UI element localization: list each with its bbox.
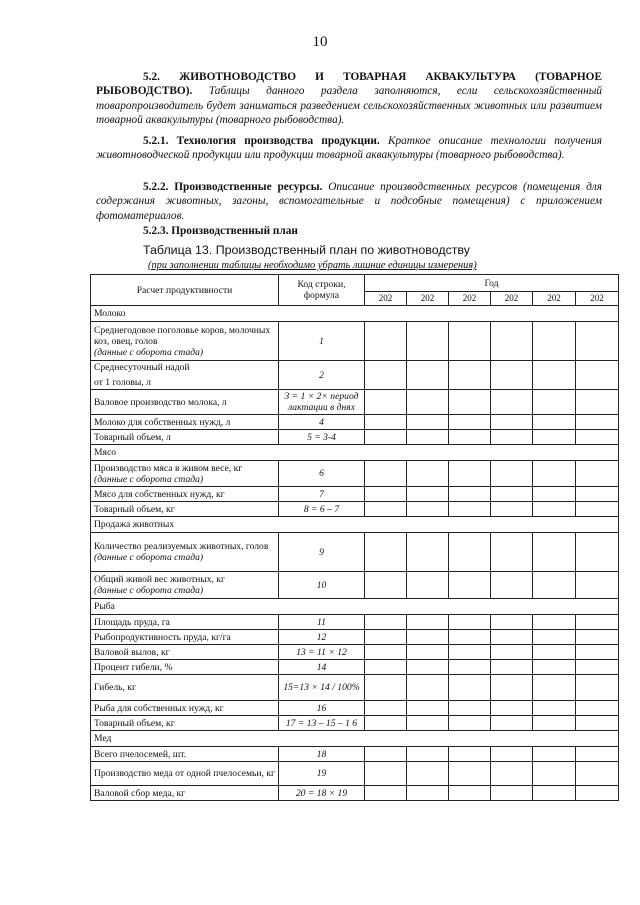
year-value-cell[interactable]: [533, 630, 576, 645]
param-label: Рыба для собственных нужд, кг: [94, 702, 224, 714]
year-value-cell[interactable]: [365, 533, 407, 572]
page-number: 10: [312, 34, 328, 50]
subsection-resources-text: Описание производственных ресурсов (помещения для содержания животных, загоны, вспомогательные и подсобные помещения) с приложением фотоматериалов.: [96, 181, 602, 222]
param-label: Среднесуточный надой: [94, 362, 190, 373]
table-row: [91, 572, 619, 599]
year-value-cell[interactable]: [491, 415, 533, 430]
year-value-cell[interactable]: [365, 630, 407, 645]
year-value-cell[interactable]: [491, 390, 533, 415]
year-value-cell[interactable]: [576, 461, 619, 487]
code-cell: 16: [279, 701, 365, 716]
year-value-cell[interactable]: [491, 747, 533, 762]
section-row: [91, 445, 619, 461]
param-source-note: (данные с оборота стада): [94, 346, 204, 358]
param-label: Товарный объем, кг: [94, 503, 175, 515]
year-value-cell[interactable]: [365, 762, 407, 786]
year-value-cell[interactable]: [449, 572, 491, 599]
year-value-cell[interactable]: [491, 762, 533, 786]
year-value-cell[interactable]: [533, 615, 576, 630]
param-label-continued: от 1 головы, л: [94, 377, 151, 388]
param-label: Валовой сбор меда, кг: [94, 787, 186, 799]
param-source-note: (данные с оборота стада): [94, 473, 204, 485]
table-row: [91, 390, 619, 415]
code-cell: 20 = 18 × 19: [279, 786, 365, 801]
table-row: [91, 361, 619, 390]
param-source-note: (данные с оборота стада): [94, 585, 204, 596]
year-value-cell[interactable]: [533, 487, 576, 502]
year-value-cell[interactable]: [576, 615, 619, 630]
year-value-cell[interactable]: [491, 675, 533, 701]
year-value-cell[interactable]: [576, 502, 619, 517]
header-code: Код строки, формула: [279, 275, 365, 306]
subsection-technology-heading: 5.2.1. Технология производства продукции.: [143, 135, 380, 147]
table-row: [91, 701, 619, 716]
section-row: [91, 517, 619, 533]
section-row: [91, 599, 619, 615]
year-value-cell[interactable]: [533, 502, 576, 517]
year-value-cell[interactable]: [533, 461, 576, 487]
table-row: [91, 660, 619, 675]
year-value-cell[interactable]: [491, 322, 533, 361]
table-row: [91, 630, 619, 645]
year-value-cell[interactable]: [576, 487, 619, 502]
code-cell: 3 = 1 × 2× период лактации в днях: [279, 390, 365, 415]
year-value-cell[interactable]: [576, 390, 619, 415]
year-value-cell[interactable]: [491, 786, 533, 801]
year-value-cell[interactable]: [576, 786, 619, 801]
table-row: [91, 430, 619, 445]
year-value-cell[interactable]: [365, 390, 407, 415]
year-value-cell[interactable]: [533, 533, 576, 572]
section-title: Молоко: [91, 306, 619, 322]
year-value-cell[interactable]: [533, 716, 576, 731]
year-value-cell[interactable]: [576, 572, 619, 599]
year-value-cell[interactable]: [449, 675, 491, 701]
header-year-cell: 202: [365, 292, 407, 306]
table-row: [91, 786, 619, 801]
param-cell: [91, 660, 279, 675]
param-cell: [91, 716, 279, 731]
param-cell: [91, 390, 279, 415]
year-value-cell[interactable]: [407, 762, 449, 786]
param-cell: [91, 502, 279, 517]
year-value-cell[interactable]: [533, 747, 576, 762]
param-label: Молоко для собственных нужд, л: [94, 416, 231, 428]
section-row: [91, 731, 619, 747]
section-title: Рыба: [91, 599, 619, 615]
year-value-cell[interactable]: [449, 701, 491, 716]
subsection-technology-text: Краткое описание технологии получения животноводческой продукции или продукции товарной аквакультуры (товарного рыбоводства).: [96, 135, 603, 162]
param-label: Валовое производство молока, л: [94, 396, 227, 408]
year-value-cell[interactable]: [576, 645, 619, 660]
year-value-cell[interactable]: [407, 533, 449, 572]
year-value-cell[interactable]: [449, 390, 491, 415]
year-value-cell[interactable]: [365, 747, 407, 762]
year-value-cell[interactable]: [407, 630, 449, 645]
year-value-cell[interactable]: [533, 430, 576, 445]
year-value-cell[interactable]: [576, 630, 619, 645]
code-cell: 11: [279, 615, 365, 630]
param-cell: [91, 615, 279, 630]
year-value-cell[interactable]: [576, 415, 619, 430]
year-value-cell[interactable]: [576, 322, 619, 361]
year-value-cell[interactable]: [449, 415, 491, 430]
param-cell: [91, 701, 279, 716]
param-label: Процент гибели, %: [94, 661, 173, 673]
param-cell: [91, 415, 279, 430]
year-value-cell[interactable]: [365, 645, 407, 660]
subsection-technology: [96, 134, 602, 163]
year-value-cell[interactable]: [365, 701, 407, 716]
section-title: Мясо: [91, 445, 619, 461]
year-value-cell[interactable]: [365, 675, 407, 701]
year-value-cell[interactable]: [449, 461, 491, 487]
code-cell: 4: [279, 415, 365, 430]
code-cell: 10: [279, 572, 365, 599]
year-value-cell[interactable]: [407, 361, 449, 390]
year-value-cell[interactable]: [365, 430, 407, 445]
year-value-cell[interactable]: [407, 645, 449, 660]
year-value-cell[interactable]: [407, 415, 449, 430]
year-value-cell[interactable]: [576, 747, 619, 762]
param-label: Количество реализуемых животных, голов: [94, 541, 269, 552]
param-cell: [91, 430, 279, 445]
code-cell: 14: [279, 660, 365, 675]
param-cell: [91, 487, 279, 502]
table-row: [91, 675, 619, 701]
table-row: [91, 615, 619, 630]
param-label: Товарный объем, л: [94, 431, 171, 443]
year-value-cell[interactable]: [576, 716, 619, 731]
param-cell: [91, 645, 279, 660]
param-cell: [91, 572, 279, 599]
code-cell: 12: [279, 630, 365, 645]
year-value-cell[interactable]: [533, 361, 576, 390]
header-year-cell: 202: [449, 292, 491, 306]
year-value-cell[interactable]: [365, 487, 407, 502]
year-value-cell[interactable]: [365, 361, 407, 390]
year-value-cell[interactable]: [365, 502, 407, 517]
year-value-cell[interactable]: [407, 322, 449, 361]
param-cell: [91, 675, 279, 701]
param-label: Валовой вылов, кг: [94, 646, 170, 658]
code-cell: 2: [279, 361, 365, 390]
year-value-cell[interactable]: [491, 361, 533, 390]
param-cell: [91, 786, 279, 801]
code-cell: 13 = 11 × 12: [279, 645, 365, 660]
year-value-cell[interactable]: [533, 572, 576, 599]
param-source-note: (данные с оборота стада): [94, 552, 204, 563]
table-row: [91, 716, 619, 731]
section-title: Мед: [91, 731, 619, 747]
year-value-cell[interactable]: [407, 615, 449, 630]
table-row: [91, 502, 619, 517]
table-row: [91, 322, 619, 361]
header-year-cell: 202: [491, 292, 533, 306]
table-row: [91, 747, 619, 762]
year-value-cell[interactable]: [491, 615, 533, 630]
code-cell: 8 = 6 – 7: [279, 502, 365, 517]
param-label: Производство меда от одной пчелосемьи, кг: [94, 768, 275, 779]
year-value-cell[interactable]: [533, 675, 576, 701]
year-value-cell[interactable]: [407, 701, 449, 716]
code-cell: 19: [279, 762, 365, 786]
header-year-cell: 202: [407, 292, 449, 306]
year-value-cell[interactable]: [449, 786, 491, 801]
year-value-cell[interactable]: [491, 533, 533, 572]
param-label: Производство мяса в живом весе, кг: [94, 462, 243, 474]
param-label: Гибель, кг: [94, 682, 136, 693]
year-value-cell[interactable]: [407, 487, 449, 502]
param-label: Рыбопродуктивность пруда, кг/га: [94, 631, 231, 643]
year-value-cell[interactable]: [407, 390, 449, 415]
year-value-cell[interactable]: [449, 660, 491, 675]
table-row: [91, 461, 619, 487]
year-value-cell[interactable]: [449, 645, 491, 660]
header-year: Год: [365, 275, 619, 292]
param-cell: [91, 461, 279, 487]
year-value-cell[interactable]: [449, 630, 491, 645]
year-value-cell[interactable]: [407, 430, 449, 445]
year-value-cell[interactable]: [365, 615, 407, 630]
year-value-cell[interactable]: [365, 322, 407, 361]
param-label: Общий живой вес животных, кг: [94, 574, 225, 585]
year-value-cell[interactable]: [533, 322, 576, 361]
year-value-cell[interactable]: [365, 415, 407, 430]
year-value-cell[interactable]: [449, 747, 491, 762]
header-calc: Расчет продуктивности: [91, 275, 279, 306]
year-value-cell[interactable]: [449, 361, 491, 390]
year-value-cell[interactable]: [365, 786, 407, 801]
year-value-cell[interactable]: [449, 533, 491, 572]
table-row: [91, 762, 619, 786]
param-cell: [91, 533, 279, 572]
year-value-cell[interactable]: [365, 660, 407, 675]
year-value-cell[interactable]: [449, 322, 491, 361]
year-value-cell[interactable]: [533, 645, 576, 660]
table-row: [91, 645, 619, 660]
code-cell: 15=13 × 14 / 100%: [279, 675, 365, 701]
param-cell: [91, 630, 279, 645]
year-value-cell[interactable]: [576, 660, 619, 675]
param-cell: [91, 361, 279, 390]
table-row: [91, 533, 619, 572]
year-value-cell[interactable]: [449, 615, 491, 630]
subsection-plan-heading: 5.2.3. Производственный план: [143, 225, 298, 237]
year-value-cell[interactable]: [407, 660, 449, 675]
code-cell: 9: [279, 533, 365, 572]
section-row: [91, 306, 619, 322]
header-year-cell: 202: [576, 292, 619, 306]
year-value-cell[interactable]: [576, 675, 619, 701]
section-heading: 5.2. ЖИВОТНОВОДСТВО И ТОВАРНАЯ АКВАКУЛЬТУРА (ТОВАРНОЕ РЫБОВОДСТВО).: [96, 71, 602, 98]
year-value-cell[interactable]: [407, 675, 449, 701]
year-value-cell[interactable]: [449, 762, 491, 786]
year-value-cell[interactable]: [491, 701, 533, 716]
subsection-resources-heading: 5.2.2. Производственные ресурсы.: [143, 181, 323, 193]
year-value-cell[interactable]: [365, 461, 407, 487]
param-cell: [91, 762, 279, 786]
year-value-cell[interactable]: [533, 660, 576, 675]
code-cell: 6: [279, 461, 365, 487]
table-row: [91, 487, 619, 502]
year-value-cell[interactable]: [576, 701, 619, 716]
year-value-cell[interactable]: [491, 430, 533, 445]
year-value-cell[interactable]: [407, 502, 449, 517]
param-label: Всего пчелосемей, шт.: [94, 748, 187, 760]
year-value-cell[interactable]: [533, 701, 576, 716]
year-value-cell[interactable]: [491, 487, 533, 502]
year-value-cell[interactable]: [533, 762, 576, 786]
code-cell: 17 = 13 – 15 – 1 6: [279, 716, 365, 731]
year-value-cell[interactable]: [533, 415, 576, 430]
year-value-cell[interactable]: [576, 361, 619, 390]
production-plan-table: [90, 274, 619, 801]
table-note: (при заполнении таблицы необходимо убрать лишние единицы измерения): [148, 260, 477, 271]
param-cell: [91, 322, 279, 361]
section-title: Продажа животных: [91, 517, 619, 533]
year-value-cell[interactable]: [491, 716, 533, 731]
param-label: Площадь пруда, га: [94, 616, 170, 628]
table-body: [91, 306, 619, 801]
year-value-cell[interactable]: [407, 747, 449, 762]
year-value-cell[interactable]: [365, 572, 407, 599]
year-value-cell[interactable]: [407, 716, 449, 731]
year-value-cell[interactable]: [491, 502, 533, 517]
table-caption: Таблица 13. Производственный план по животноводству: [143, 243, 470, 257]
year-value-cell[interactable]: [576, 533, 619, 572]
header-year-cell: 202: [533, 292, 576, 306]
code-cell: 18: [279, 747, 365, 762]
param-cell: [91, 747, 279, 762]
year-value-cell[interactable]: [407, 572, 449, 599]
year-value-cell[interactable]: [449, 430, 491, 445]
year-value-cell[interactable]: [407, 786, 449, 801]
year-value-cell[interactable]: [449, 502, 491, 517]
year-value-cell[interactable]: [576, 430, 619, 445]
subsection-resources: [96, 180, 602, 223]
year-value-cell[interactable]: [491, 572, 533, 599]
year-value-cell[interactable]: [407, 461, 449, 487]
year-value-cell[interactable]: [491, 461, 533, 487]
param-label: Товарный объем, кг: [94, 717, 175, 729]
year-value-cell[interactable]: [365, 716, 407, 731]
year-value-cell[interactable]: [449, 716, 491, 731]
code-cell: 5 = 3-4: [279, 430, 365, 445]
code-cell: 7: [279, 487, 365, 502]
year-value-cell[interactable]: [449, 487, 491, 502]
section-note: Таблицы данного раздела заполняются, если сельскохозяйственный товаропроизводитель будет заниматься разведением сельскохозяйственных животных или развитием товарной аквакультуры (товарного рыбоводства).: [96, 85, 602, 126]
param-label: Среднегодовое поголовье коров, молочных коз, овец, голов: [94, 324, 271, 347]
year-value-cell[interactable]: [491, 630, 533, 645]
section-intro: [96, 70, 602, 127]
year-value-cell[interactable]: [491, 645, 533, 660]
year-value-cell[interactable]: [576, 762, 619, 786]
year-value-cell[interactable]: [533, 390, 576, 415]
subsection-plan: [96, 224, 602, 238]
year-value-cell[interactable]: [491, 660, 533, 675]
table-row: [91, 415, 619, 430]
param-label: Мясо для собственных нужд, кг: [94, 488, 225, 500]
year-value-cell[interactable]: [533, 786, 576, 801]
code-cell: 1: [279, 322, 365, 361]
